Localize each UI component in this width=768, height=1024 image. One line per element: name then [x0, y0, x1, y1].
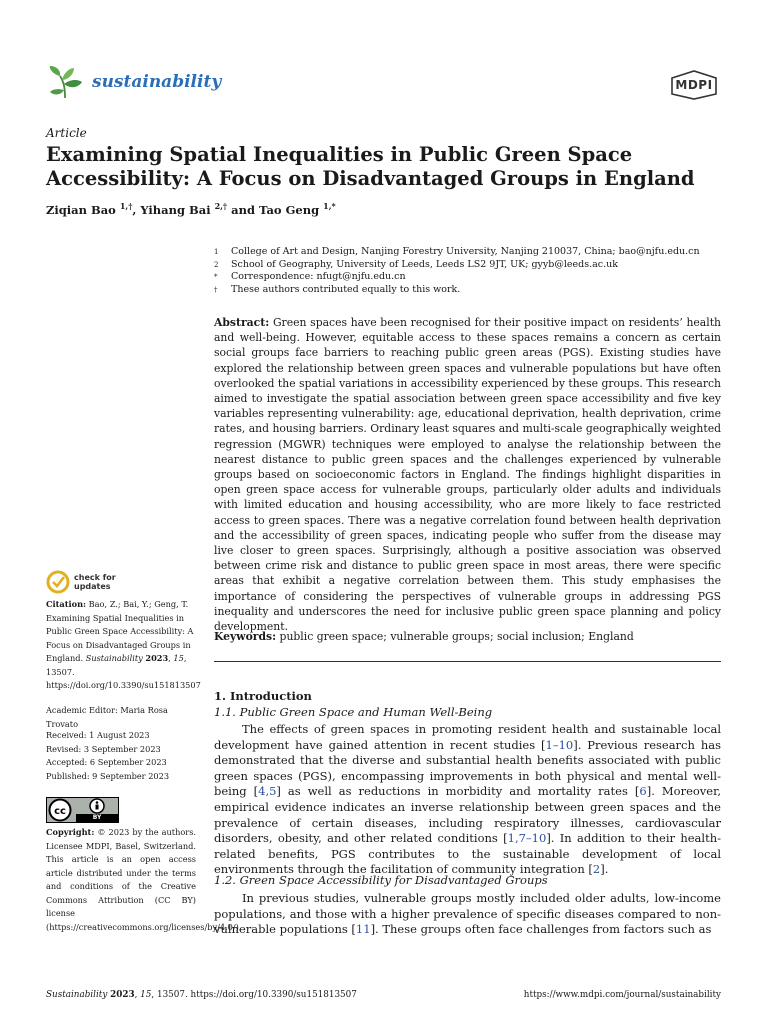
leaf-icon [46, 64, 86, 100]
author-sup: 1,* [323, 201, 336, 211]
subsection-heading: 1.2. Green Space Accessibility for Disadvantaged Groups [214, 873, 548, 887]
abstract [214, 315, 721, 634]
affiliation-row [214, 259, 734, 272]
author-name[interactable]: Tao Geng [259, 202, 320, 217]
citation: Citation: Bao, Z.; Bai, Y.; Geng, T. Examining Spatial Inequalities in Public Green Space Accessibility: A Focus on Disadvantaged Groups in England. Sustainability 2023, 15, 13507. https://doi.org/10.3390/su151813507 [46, 599, 201, 690]
mdpi-text: MDPI [675, 78, 713, 92]
svg-text:cc: cc [54, 806, 66, 817]
paragraph-text: ]. Previous research has demonstrated that the diverse and substantial health benefits associated with public green spaces (PGS), encompassing improvements in both physical and mental well-being [ [214, 737, 722, 799]
affiliation-text: These authors contributed equally to this work. [231, 283, 461, 295]
article-type: Article [46, 126, 87, 140]
footer-year: 2023 [110, 990, 135, 1000]
section-heading: 1. Introduction [214, 689, 312, 703]
copyright [46, 826, 242, 934]
journal-name: sustainability [92, 72, 222, 92]
cc-badge-label: BY [92, 814, 102, 821]
copyright-text: © 2023 by the authors. Licensee MDPI, Basel, Switzerland. This article is an open access article distributed under the terms and conditions of the Creative Commons Attribution (CC BY) license (https://creativecommons.org/licenses/by/4.0/). [46, 827, 242, 932]
citation-journal: Sustainability [85, 653, 143, 663]
footer-citation: Sustainability 2023, 15, 13507. https://doi.org/10.3390/su151813507 [46, 990, 357, 1000]
dates [46, 729, 196, 783]
affiliation-row [214, 271, 734, 284]
footer-doi[interactable]: , 13507. https://doi.org/10.3390/su151813507 [151, 990, 357, 1000]
academic-editor: Academic Editor: Maria Rosa Trovato [46, 705, 168, 729]
citation-text: Bao, Z.; Bai, Y.; Geng, T. Examining Spatial Inequalities in Public Green Space Accessibility: A Focus on Disadvantaged Groups in England. [46, 599, 194, 663]
citation-volume: 15 [173, 653, 184, 663]
abstract-label: Abstract: [214, 316, 270, 329]
copyright-label: Copyright: [46, 827, 95, 837]
abstract-text: Green spaces have been recognised for their positive impact on residents’ health and well-being. However, equitable access to these spaces remains a concern as certain social groups face barriers to reaching public green areas (PGS). Existing studies have explored the relationship between green spaces and vulnerable populations but have often overlooked the spatial variations in accessibility experienced by these groups. This research aimed to investigate the spatial association between green space accessibility and five key variables representing vulnerability: age, educational deprivation, health deprivation, crime rates, and housing barriers. Ordinary least squares and multi-scale geographically weighted regression (MGWR) techniques were employed to analyse the relationship between the nearest distance to public green spaces and the challenges experienced by vulnerable groups based on socioeconomic factors in England. The findings highlight disparities in open green space access for vulnerable groups, particularly older adults and individuals with limited education and housing accessibility, who are more likely to face restricted access to green spaces. There was a negative correlation found between health deprivation and the accessibility of green spaces, indicating people who suffer from the disease may live closer to green spaces. Surprisingly, although a positive association was observed between crime risk and distance to public green space in most areas, there were specific areas that exhibit a negative correlation between them. This study emphasises the importance of considering the perspectives of vulnerable groups in addressing PGS inequality and underscores the need for inclusive public green space planning and policy development. [214, 316, 721, 634]
body-paragraph [214, 722, 721, 878]
check-updates-icon [46, 570, 70, 594]
reference-link[interactable]: 11 [355, 922, 371, 937]
author-name[interactable]: Yihang Bai [140, 202, 211, 217]
reference-link[interactable]: 2 [592, 862, 601, 877]
affiliation-mark: 2 [214, 260, 219, 269]
author-list: Ziqian Bao $^{1,\dagger}$, Yihang Bai $^{2,\dagger}$ and Tao Geng $^{1,*}$ [46, 201, 336, 217]
affiliation-mark: † [214, 285, 218, 294]
paragraph-text: ]. Moreover, empirical evidence indicates an inverse relationship between green spaces and the prevalence of certain diseases, including respiratory illnesses, cardiovascular disorders, obesity, and other related conditions [ [214, 784, 721, 846]
affiliation-mark: 1 [214, 248, 219, 256]
cc-by-badge[interactable] [46, 797, 119, 823]
reference-link[interactable]: 6 [639, 784, 647, 799]
affiliation-text: School of Geography, University of Leeds, Leeds LS2 9JT, UK; gyyb@leeds.ac.uk [231, 258, 618, 270]
affiliation-row [214, 246, 734, 259]
affiliation-row [214, 284, 734, 297]
body-paragraph [214, 891, 721, 938]
keywords-text: public green space; vulnerable groups; social inclusion; England [279, 630, 634, 643]
revised-date: Revised: 3 September 2023 [46, 743, 161, 754]
received-date: Received: 1 August 2023 [46, 730, 150, 740]
reference-link[interactable]: 4,5 [258, 784, 277, 799]
citation-doi[interactable]: , 13507. https://doi.org/10.3390/su151813507 [46, 653, 201, 690]
check-updates-line: check for [74, 573, 116, 582]
reference-link[interactable]: 1–10 [545, 737, 574, 752]
author-name[interactable]: Ziqian Bao [46, 202, 116, 217]
paragraph-text: ]. In addition to their health-related benefits, PGS contributes to the sustainable development of local environments through the facilitation of community integration [ [214, 831, 721, 877]
subsection-heading: 1.1. Public Green Space and Human Well-Being [214, 705, 493, 719]
check-updates-line: updates [74, 582, 111, 591]
reference-link[interactable]: 1,7–10 [507, 831, 547, 846]
paragraph-text: In previous studies, vulnerable groups mostly included older adults, low-income populations, and those with a higher prevalence of specific diseases compared to non-vulnerable populations [ [214, 891, 721, 937]
journal-logo[interactable] [46, 64, 221, 100]
footer-journal: Sustainability [46, 990, 108, 1000]
affiliations [214, 246, 734, 296]
keywords-label: Keywords: [214, 630, 277, 643]
paragraph-text: ]. These groups often face challenges from factors such as [370, 922, 712, 937]
mdpi-logo[interactable] [668, 70, 720, 100]
affiliation-text: Correspondence: nfugt@njfu.edu.cn [231, 271, 406, 282]
divider [214, 661, 721, 662]
accepted-date: Accepted: 6 September 2023 [46, 757, 167, 767]
footer-volume: 15 [140, 990, 152, 1000]
author-sup: 2,† [214, 201, 228, 211]
affiliation-mark: * [214, 273, 218, 281]
citation-label: Citation: [46, 599, 87, 609]
keywords [214, 629, 721, 644]
affiliation-text: College of Art and Design, Nanjing Forestry University, Nanjing 210037, China; bao@njfu.edu.cn [231, 246, 700, 257]
paragraph-text: The effects of green spaces in promoting resident health and sustainable local development have gained attention in recent studies [ [214, 722, 721, 752]
paragraph-text: ] as well as reductions in morbidity and mortality rates [ [276, 784, 640, 799]
published-date: Published: 9 September 2023 [46, 770, 170, 781]
author-sup: 1,† [119, 201, 133, 211]
footer-journal-url[interactable]: https://www.mdpi.com/journal/sustainability [523, 990, 721, 1000]
check-for-updates-button[interactable] [46, 570, 116, 594]
article-title: Examining Spatial Inequalities in Public Green Space Accessibility: A Focus on Disadvantaged Groups in England [46, 143, 695, 190]
citation-year: 2023 [145, 653, 169, 663]
paragraph-text: ]. [600, 862, 609, 877]
